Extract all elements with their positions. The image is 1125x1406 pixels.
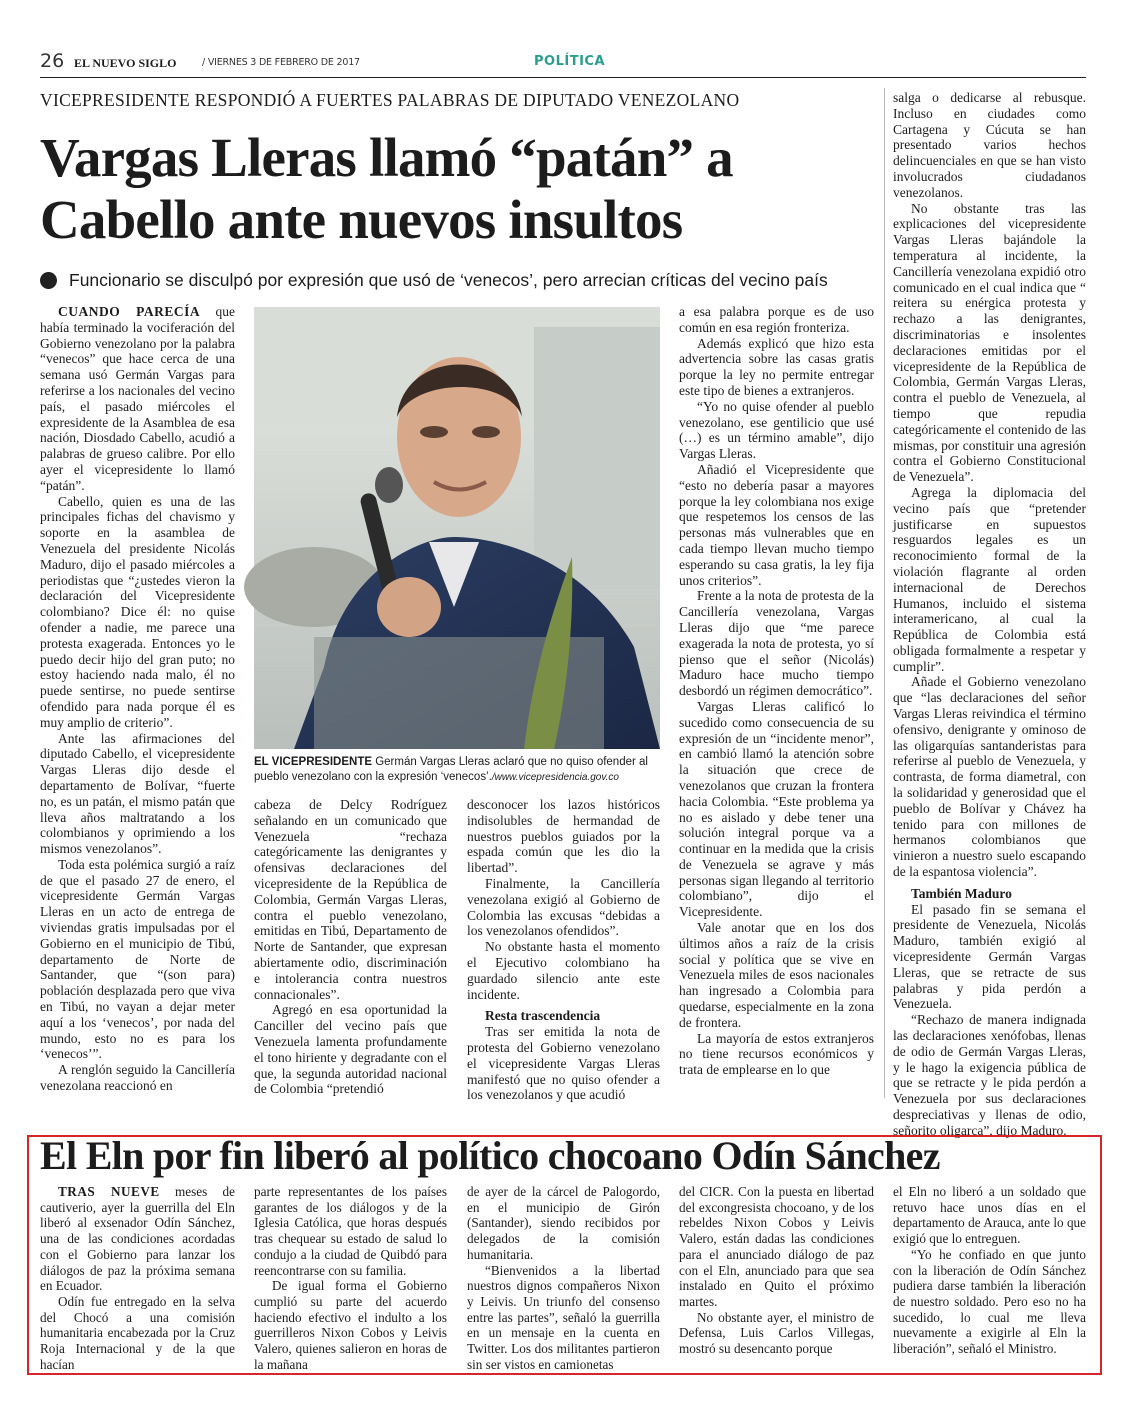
article-column-1	[40, 304, 235, 1098]
paragraph: El pasado fin se semana el presidente de Venezuela, Nicolás Maduro, también exigió al vicepresidente Germán Vargas Lleras, que se retracte de sus palabras y pida perdón a Venezuela.	[893, 901, 1086, 1012]
paragraph: Agregó en esa oportunidad la Canciller del vecino país que Venezuela lamenta profundamente el tono hiriente y degradante con el que, la segunda autoridad nacional de Colombia “pretendió	[254, 1002, 447, 1097]
boxed-column-2	[254, 1184, 447, 1372]
paragraph: Ante las afirmaciones del diputado Cabello, el vicepresidente Vargas Lleras dijo desde el departamento de Bolívar, “fuerte no, es un patán, el mismo patán que lleva años maltratando a los colombianos y oprimiendo a los mismos venezolanos”.	[40, 730, 235, 857]
boxed-story-headline: El Eln por fin liberó al político chocoano Odín Sánchez	[40, 1133, 940, 1178]
section-label: POLÍTICA	[534, 54, 606, 69]
paragraph: “Yo he confiado en que junto con la liberación de Odín Sánchez pudiera darse también la liberación de nuestro soldado. Pero eso no ha sucedido, lo cual me lleva nuevamente a exigirle al Eln la liberación”, señaló el Ministro.	[893, 1246, 1086, 1357]
paragraph: No obstante hasta el momento el Ejecutivo colombiano ha guardado silencio ante este incidente.	[467, 939, 660, 1002]
paragraph: A renglón seguido la Cancillería venezolana reaccionó en	[40, 1062, 235, 1094]
paragraph: Vargas Lleras calificó lo sucedido como consecuencia de su expresión de un “incidente menor”, en cambió llamó la atención sobre la situación que crece de venezolanos que cruzan la frontera hacia Colombia. “Este problema ya no es aislado y debe tener una solución integral porque va a continuar en la medida que la crisis de Venezuela se agrave y más personas sigan llegando al territorio colombiano”, dijo el Vicepresidente.	[679, 698, 874, 920]
section-subtitle: También Maduro	[911, 885, 1012, 901]
photo-caption	[254, 755, 660, 785]
article-column-4	[679, 304, 874, 1098]
paragraph: Añade el Gobierno venezolano que “las declaraciones del señor Vargas Lleras reivindica el término ofensivo, denigrante y ominoso de las oligarquías santanderistas para referirse al pueblo de Venezuela, y contrasta, de forma diametral, con la solidaridad y generosidad que el pueblo de Bolívar y Chávez ha tenido para con millones de hermanos colombianos que vinieron a nuestro suelo escapando de la espantosa violencia”.	[893, 674, 1086, 880]
page-header	[40, 48, 1086, 78]
boxed-column-1	[40, 1184, 235, 1372]
paragraph: desconocer los lazos históricos indisolubles de hermandad de nuestros pueblos guiados por la espada común que les dio la libertad”.	[467, 797, 660, 876]
story-subhead	[40, 270, 828, 291]
article-column-5	[893, 90, 1086, 1138]
paragraph: de ayer de la cárcel de Palogordo, en el municipio de Girón (Santander), siendo recibidos por delegados de la comisión humanitaria.	[467, 1184, 660, 1262]
lead-word: TRAS NUEVE	[58, 1184, 160, 1199]
paragraph: Odín fue entregado en la selva del Chocó a una comisión humanitaria encabezada por la Cruz Roja Internacional y de la que hacían	[40, 1293, 235, 1372]
paragraph	[40, 304, 235, 494]
paragraph: del CICR. Con la puesta en libertad del excongresista chocoano, y de los rebeldes Nixon Cobos y Leivis Valero, están dadas las condiciones para el anunciado diálogo de paz con el Eln, anunciado para que sea instalado en Quito el próximo martes.	[679, 1184, 874, 1309]
subhead-text: Funcionario se disculpó por expresión que usó de ‘venecos’, pero arrecian críticas del vecino país	[69, 270, 828, 290]
paragraph: Además explicó que hizo esta advertencia sobre las casas gratis porque la ley no permite entregar este tipo de bienes a extranjeros.	[679, 335, 874, 398]
caption-text: Germán Vargas Lleras aclaró que no quiso ofender al pueblo venezolano con la expresión ‘venecos’.	[254, 756, 648, 783]
paragraph: Tras ser emitida la nota de protesta del Gobierno venezolano el vicepresidente Vargas Lleras manifestó que no quiso ofender a los venezolanos y que acudió	[467, 1024, 660, 1103]
paragraph: Añadió el Vicepresidente que “esto no debería pasar a mayores porque la ley colombiana nos exige que respetemos los censos de las personas más vulnerables que en cada tiempo llevan mucho tiempo esperando su casa gratis, la ley fija unos criterios”.	[679, 461, 874, 588]
paragraph: “Bienvenidos a la libertad nuestros dignos compañeros Nixon y Leivis. Un triunfo del consenso entre las partes”, señaló la guerrilla en un mensaje en la cuenta en Twitter. Los dos militantes partieron sin ser vistos en camionetas	[467, 1262, 660, 1372]
lead-word: CUANDO PARECÍA	[58, 304, 201, 319]
vice-president-photo	[254, 307, 660, 749]
paragraph: Finalmente, la Cancillería venezolana exigió al Gobierno de Colombia las excusas “debidas a los venezolanos ofendidos”.	[467, 875, 660, 939]
boxed-column-5	[893, 1184, 1086, 1364]
story-kicker: VICEPRESIDENTE RESPONDIÓ A FUERTES PALABRAS DE DIPUTADO VENEZOLANO	[40, 90, 740, 110]
photo-illustration	[254, 307, 660, 749]
paragraph: Cabello, quien es una de las principales fichas del chavismo y soporte en la asamblea de Venezuela del presidente Nicolás Maduro, dijo el pasado miércoles a periodistas que “¿ustedes vieron la declaración del Vicepresidente colombiano? Dice él: no quise ofender a nadie, me parece una protesta exagerada. Entonces yo le puedo decir hijo del gran puto; no estoy haciendo nada malo, él no puede sentirse, no puede sentirse ofendido para nada porque él es muy amplio de criterio”.	[40, 493, 235, 730]
article-column-3	[467, 797, 660, 1103]
paragraph: La mayoría de estos extranjeros no tiene recursos económicos y trata de emplearse en lo que	[679, 1030, 874, 1078]
paragraph: Frente a la nota de protesta de la Cancillería venezolana, Vargas Lleras dijo que “me parece exagerada la nota de protesta, yo sí pienso que el señor (Nicolás) Maduro hace mucho tiempo desbordó un régimen democrático”.	[679, 588, 874, 699]
paragraph: Toda esta polémica surgió a raíz de que el pasado 27 de enero, el vicepresidente Germán Vargas Lleras en un acto de entrega de viviendas gratis impulsadas por el Gobierno en el municipio de Tibú, departamento de Norte de Santander, que “(son para) población desplazada pero que viva en Tibú, no vayan a dejar meter aquí a los ‘venecos’, por nada del mundo, esto no es para los ‘venecos’”.	[40, 856, 235, 1062]
caption-label: EL VICEPRESIDENTE	[254, 756, 373, 768]
paragraph: De igual forma el Gobierno cumplió su parte del acuerdo haciendo efectivo el indulto a los guerrilleros Nixon Cobos y Leivis Valero, quienes salieron en horas de la mañana	[254, 1278, 447, 1372]
paragraph	[40, 1184, 235, 1294]
story-headline: Vargas Lleras llamó “patán” a Cabello ante nuevos insultos	[40, 127, 733, 250]
paragraph: Agrega la diplomacia del vecino país que “pretender justificarse en supuestos resguardos legales es un reconocimiento formal de la violación flagrante al orden internacional de Derechos Humanos, incluido el sistema interamericano, al cual la República de Colombia está obligada formalmente a respetar y cumplir”.	[893, 484, 1086, 674]
paragraph: a esa palabra porque es de uso común en esa región fronteriza.	[679, 304, 874, 335]
paragraph: salga o dedicarse al rebusque. Incluso en ciudades como Cartagena y Cúcuta se han presentado varios hechos delincuenciales en que se han visto involucrados ciudadanos venezolanos.	[893, 90, 1086, 200]
bullet-icon	[40, 272, 57, 289]
paragraph: No obstante ayer, el ministro de Defensa, Luis Carlos Villegas, mostró su desencanto porque	[679, 1309, 874, 1357]
column-rule	[884, 88, 885, 1098]
page-number: 26	[40, 50, 65, 72]
paragraph: el Eln no liberó a un soldado que retuvo hace unos días en el departamento de Arauca, ante lo que exigió que lo entreguen.	[893, 1184, 1086, 1247]
paragraph: “Rechazo de manera indignada las declaraciones xenófobas, llenas de odio de Germán Vargas Lleras, y le hago la exigencia pública de que se retracte y le pida perdón a Venezuela por sus declaraciones despreciativas y llenas de odio, señorito oligarca”, dijo Maduro.	[893, 1012, 1086, 1138]
boxed-column-4	[679, 1184, 874, 1364]
paragraph: “Yo no quise ofender al pueblo venezolano, ese gentilicio que usé (…) es un término amable”, dijo Vargas Lleras.	[679, 398, 874, 462]
issue-date: / VIERNES 3 DE FEBRERO DE 2017	[202, 57, 360, 68]
paragraph-text: meses de cautiverio, ayer la guerrilla del Eln liberó al exsenador Odín Sánchez, una de las condiciones acordadas con el Gobierno para lanzar los diálogos de paz la próxima semana en Ecuador.	[40, 1184, 235, 1294]
section-subtitle: Resta trascendencia	[485, 1008, 601, 1024]
photo-credit: /www.vicepresidencia.gov.co	[491, 772, 619, 783]
paragraph: Vale anotar que en los dos últimos años a raíz de la crisis social y política que se vive en Venezuela miles de esos nacionales han ingresado a Colombia para quedarse, especialmente en la zona de frontera.	[679, 920, 874, 1030]
newspaper-name: EL NUEVO SIGLO	[74, 56, 177, 70]
paragraph: parte representantes de los países garantes de los diálogos y de la Iglesia Católica, que horas después tras chequear su estado de salud lo condujo a la ciudad de Quibdó para reencontrarse con su familia.	[254, 1184, 447, 1278]
paragraph-text: que había terminado la vociferación del Gobierno venezolano por la palabra “venecos” que hace cerca de una semana usó Germán Vargas para referirse a los nacionales del vecino país, el pasado miércoles el expresidente de la Asamblea de esa nación, Diosdado Cabello, acudió a palabras de grueso calibre. Por ello ayer el vicepresidente lo llamó “patán”.	[40, 304, 235, 493]
boxed-column-3	[467, 1184, 660, 1372]
paragraph: cabeza de Delcy Rodríguez señalando en un comunicado que Venezuela “rechaza categóricamente las denigrantes y ofensivas declaraciones del vicepresidente de la República de Colombia, Germán Vargas Lleras, contra el pueblo venezolano, emitidas en Tibú, Departamento de Norte de Santander, que expresan abiertamente odio, discriminación e intolerancia contra nuestros connacionales”.	[254, 797, 447, 1002]
article-column-2	[254, 797, 447, 1097]
paragraph: No obstante tras las explicaciones del vicepresidente Vargas Lleras bajándole la temperatura al incidente, la Cancillería venezolana expidió otro comunicado en el cual indica que “ reitera su enérgica protesta y rechazo a las denigrantes, discriminatorias e insolentes declaraciones emitidas por el vicepresidente de la República de Colombia, Germán Vargas Lleras, contra el pueblo de Venezuela, al tiempo que repudia categóricamente el contenido de las mismas, por constituir una agresión contra el Gobierno Constitucional de Venezuela”.	[893, 200, 1086, 485]
